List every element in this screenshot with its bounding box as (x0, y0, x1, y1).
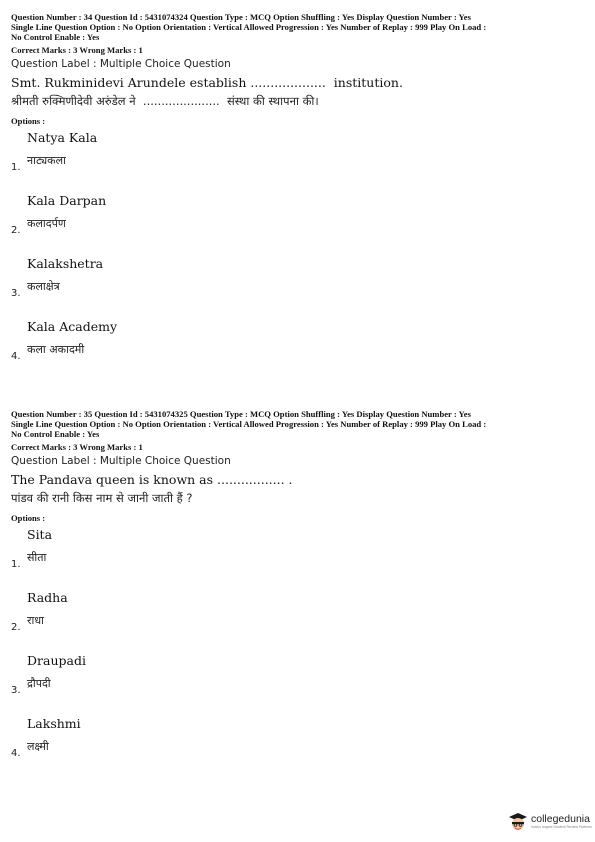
option-text-english: Kalakshetra (27, 256, 104, 271)
option-number: 1. (11, 162, 21, 173)
option-text-hindi: द्रौपदी (27, 677, 51, 690)
option-text-hindi: नाट्यकला (27, 154, 66, 167)
option-number: 4. (11, 351, 21, 362)
meta-line-2: Single Line Question Option : No Option Orientation : Vertical Allowed Progression : Yes Number of Replay : 999 Play On Load : (11, 419, 487, 429)
question-text-hindi: पांडव की रानी किस नाम से जानी जाती हैं ? (11, 491, 193, 505)
option-item[interactable] (11, 315, 586, 378)
logo-tagline: India's largest Student Review Platform (531, 825, 592, 829)
option-text-english: Kala Academy (27, 319, 118, 334)
option-text-english: Draupadi (27, 653, 86, 668)
option-text-hindi: कला अकादमी (27, 343, 85, 356)
meta-line-3: No Control Enable : Yes (11, 32, 100, 42)
option-text-english: Sita (27, 527, 53, 542)
meta-line-1: Question Number : 35 Question Id : 5431074325 Question Type : MCQ Option Shuffling : Yes Display Question Number : Yes (11, 409, 471, 419)
meta-line-3: No Control Enable : Yes (11, 429, 100, 439)
meta-line-1: Question Number : 34 Question Id : 5431074324 Question Type : MCQ Option Shuffling : Yes Display Question Number : Yes (11, 12, 471, 22)
logo-name: collegedunia (531, 813, 590, 825)
option-number: 3. (11, 685, 21, 696)
option-item[interactable] (11, 649, 586, 712)
option-text-hindi: लक्ष्मी (27, 740, 49, 753)
question-meta (11, 12, 586, 42)
option-text-hindi: कलादर्पण (27, 217, 66, 230)
question-text-hindi: श्रीमती रुक्मिणीदेवी अरुंडेल ने ..................... संस्था की स्थापना की। (11, 94, 319, 108)
logo-text (531, 814, 592, 830)
collegedunia-logo (508, 812, 592, 832)
options-list (11, 523, 586, 775)
option-text-english: Natya Kala (27, 130, 98, 145)
option-number: 2. (11, 622, 21, 633)
option-item[interactable] (11, 712, 586, 775)
option-item[interactable] (11, 586, 586, 649)
options-label: Options : (11, 116, 46, 126)
question-block-34 (11, 12, 586, 378)
option-text-english: Lakshmi (27, 716, 81, 731)
option-number: 2. (11, 225, 21, 236)
option-number: 4. (11, 748, 21, 759)
option-item[interactable] (11, 126, 586, 189)
option-item[interactable] (11, 523, 586, 586)
option-text-hindi: सीता (27, 551, 47, 564)
option-text-english: Kala Darpan (27, 193, 107, 208)
question-text-english: Smt. Rukminidevi Arundele establish ................... institution. (11, 75, 403, 90)
option-number: 1. (11, 559, 21, 570)
option-text-hindi: कलाक्षेत्र (27, 280, 60, 293)
graduate-avatar-icon (508, 812, 528, 832)
question-meta (11, 409, 586, 439)
option-text-english: Radha (27, 590, 68, 605)
marks-line: Correct Marks : 3 Wrong Marks : 1 (11, 442, 143, 452)
question-text-english: The Pandava queen is known as ................. . (11, 472, 293, 487)
question-label: Question Label : Multiple Choice Question (11, 58, 231, 70)
options-label: Options : (11, 513, 46, 523)
option-item[interactable] (11, 252, 586, 315)
option-number: 3. (11, 288, 21, 299)
meta-line-2: Single Line Question Option : No Option Orientation : Vertical Allowed Progression : Yes Number of Replay : 999 Play On Load : (11, 22, 487, 32)
options-list (11, 126, 586, 378)
option-item[interactable] (11, 189, 586, 252)
marks-line: Correct Marks : 3 Wrong Marks : 1 (11, 45, 143, 55)
question-block-35 (11, 409, 586, 775)
question-label: Question Label : Multiple Choice Question (11, 455, 231, 467)
option-text-hindi: राधा (27, 614, 44, 627)
